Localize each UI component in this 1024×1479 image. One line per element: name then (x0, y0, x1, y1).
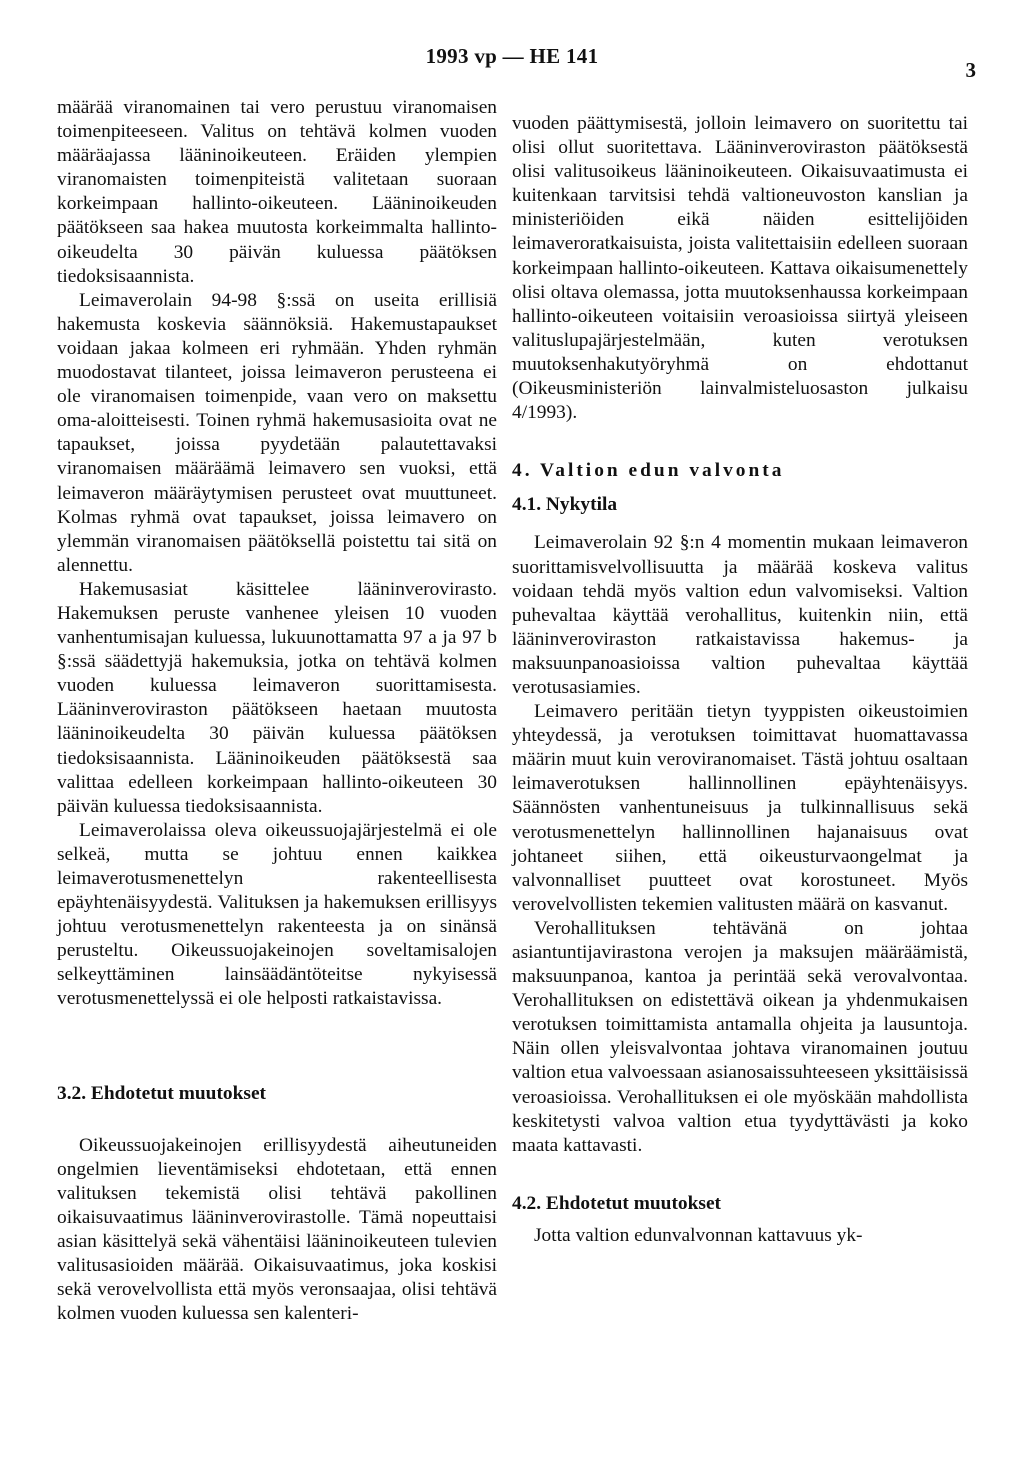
document-title: 1993 vp — HE 141 (425, 44, 599, 68)
paragraph: Leimaverolaissa oleva oikeussuojajärjestelmä ei ole selkeä, mutta se johtuu ennen kaikkea leimaverotusmenettelyn rakenteellisesta epäyhtenäisyydestä. Valituksen ja hakemuksen erillisyys johtuu verotusmenettelyn rakenteesta ja on sinänsä perusteltu. Oikeussuojakeinojen soveltamisalojen selkeyttäminen lainsäädäntöteitse nykyisessä verotusmenettelyssä ei ole helposti ratkaistavissa. (57, 819, 497, 1010)
paragraph: Leimavero peritään tietyn tyyppisten oikeustoimien yhteydessä, ja verotuksen toimittavat huomattavassa määrin muut kuin veroviranomaiset. Tästä johtuu osaltaan leimaverotuksen hallinnollinen epäyhtenäisyys. Säännösten vanhentuneisuus ja tulkinnallisuus sekä verotusmenettelyn hallinnollinen hajanaisuus ovat johtaneet siihen, että oikeusturvaongelmat ja valvonnalliset puutteet ovat korostuneet. Myös verovelvollisten tekemien valitusten määrä on kasvanut. (512, 701, 968, 915)
chapter-heading: 4. Valtion edun valvonta (512, 460, 785, 482)
paragraph: Jotta valtion edunvalvonnan kattavuus yk- (534, 1224, 863, 1246)
section-heading: 3.2. Ehdotetut muutokset (57, 1082, 267, 1104)
paragraph: Leimaverolain 94-98 §:ssä on useita erillisiä hakemusta koskevia säännöksiä. Hakemustapaukset voidaan jakaa kolmeen eri ryhmään. Yhden ryhmän muodostavat tilanteet, joissa leimaveron perusteena ei ole viranomaisen toimenpide, vaan vero on maksettu oma-aloitteisesti. Toinen ryhmä hakemusasioita ovat ne tapaukset, joissa pyydetään palautettavaksi viranomaisen määräämä leimavero sen vuoksi, että leimaveron määräytymisen perusteet ovat muuttuneet. Kolmas ryhmä ovat tapaukset, joissa leimavero on ylemmän viranomaisen päätöksellä poistettu tai sitä on alennettu. (57, 289, 497, 576)
paragraph: Oikeussuojakeinojen erillisyydestä aiheutuneiden ongelmien lieventämiseksi ehdotetaan, että ennen valituksen tekemistä olisi tehtävä pakollinen oikaisuvaatimus lääninverovirastolle. Tämä nopeuttaisi asian käsittelyä sekä vähentäisi lääninoikeuteen tulevien valitusasioiden määrää. Oikaisuvaatimus, joka koskisi sekä verovelvollista että myös veronsaajaa, olisi tehtävä kolmen vuoden kuluessa sen kalenteri- (57, 1134, 497, 1325)
paragraph: Hakemusasiat käsittelee lääninverovirasto. Hakemuksen peruste vanhenee yleisen 10 vuoden vanhentumisajan kuluessa, lukuunottamatta 97 a ja 97 b §:ssä säädettyjä hakemuksia, jotka on tehtävä kolmen vuoden kuluessa leimaveron suorittamisesta. Lääninveroviraston päätökseen haetaan muutosta lääninoikeudelta 30 päivän kuluessa päätöksen tiedoksisaannista. Lääninoikeuden päätöksestä saa valittaa edelleen korkeimpaan hallinto-oikeuteen 30 päivän kuluessa tiedoksisaannista. (57, 578, 497, 817)
paragraph: määrää viranomainen tai vero perustuu viranomaisen toimenpiteeseen. Valitus on tehtävä kolmen vuoden määräajassa lääninoikeuteen. Eräiden ylempien viranomaisten toimenpiteistä valitetaan suoraan korkeimpaan hallinto-oikeuteen. Lääninoikeuden päätökseen saa hakea muutosta korkeimmalta hallinto-oikeudelta 30 päivän kuluessa päätöksen tiedoksisaannista. (57, 97, 497, 287)
page-header (0, 44, 1024, 82)
paragraph: Verohallituksen tehtävänä on johtaa asiantuntijavirastona verojen ja maksujen määräämistä, maksuunpanoa, kantoa ja perintää sekä verovalvontaa. Verohallituksen on edistettävä oikean ja yhdenmukaisen verotuksen toimittamista antamalla ohjeita ja lausuntoja. Näin ollen yleisvalvontaa johtava viranomainen joutuu valtion etua valvoessaan asianosaissuhteeseen yksittäisissä veroasioissa. Verohallituksen ei ole myöskään mahdollista keskitetysti valvoa valtion etua tyydyttävästi ja koko maata kattavasti. (512, 917, 968, 1156)
spacer (57, 1114, 497, 1134)
subsection-heading: 4.1. Nykytila (512, 494, 618, 516)
left-column (57, 96, 497, 1326)
paragraph: Leimaverolain 92 §:n 4 momentin mukaan leimaveron suorittamisvelvollisuutta ja määrää koskeva valitus voidaan tehdä myös valtion edun valvomiseksi. Valtion puhevaltaa käyttää verohallitus, kuitenkin niin, että lääninveroviraston ratkaistavissa hakemus- ja maksuunpanoasioissa valtion puhevaltaa käyttää verotusasiamies. (512, 532, 968, 698)
subsection-heading: 4.2. Ehdotetut muutokset (512, 1192, 722, 1214)
spacer (57, 1012, 497, 1082)
page-number: 3 (965, 58, 976, 82)
paragraph: vuoden päättymisestä, jolloin leimavero on suoritettu tai olisi ollut suoritettava. Lääninveroviraston päätöksestä olisi valitusoikeus lääninoikeuteen. Oikaisuvaatimusta ei kuitenkaan tarvitsisi tehdä valtioneuvoston kanslian ja ministeriöiden eikä näiden esittelijöiden leimaveroratkaisuista, joista valitettaisiin edelleen suoraan korkeimpaan hallinto-oikeuteen. Kattava oikaisumenettely olisi oltava olemassa, jotta muutoksenhaussa korkeimpaan hallinto-oikeuteen voitaisiin veroasioissa siirtyä yleiseen valituslupajärjestelmään, kuten verotuksen muutoksenhakutyöryhmä on ehdottanut (Oikeusministeriön lainvalmisteluosaston julkaisu 4/1993). (512, 113, 968, 424)
right-column (512, 112, 968, 1248)
